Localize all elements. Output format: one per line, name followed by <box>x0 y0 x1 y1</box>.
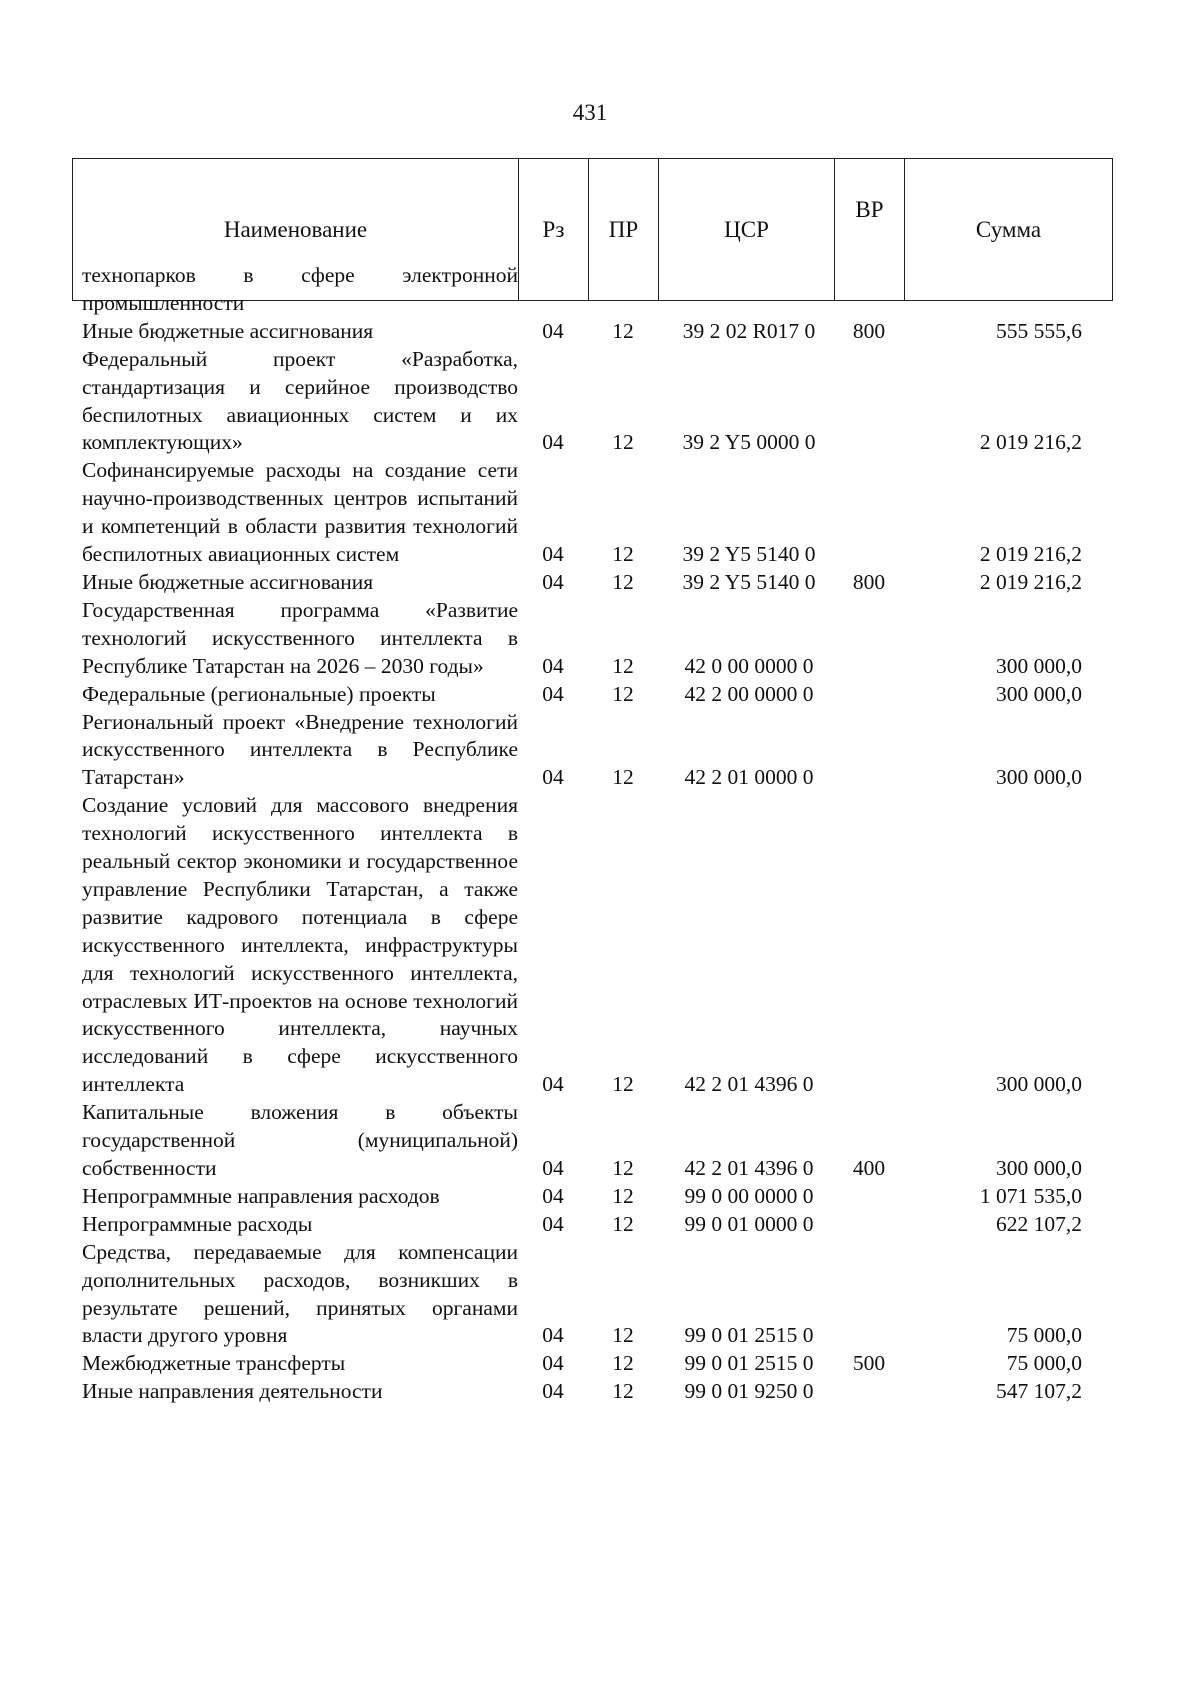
row-pr: 12 <box>612 653 634 678</box>
row-pr: 12 <box>612 765 634 790</box>
table-body <box>72 262 1132 1406</box>
table-row <box>72 709 1132 793</box>
row-rz: 04 <box>542 1183 564 1208</box>
header-csr: ЦСР <box>659 159 835 301</box>
row-pr: 12 <box>612 1156 634 1180</box>
row-name: Иные бюджетные ассигнования <box>82 318 374 343</box>
row-sum: 300 000,0 <box>996 765 1082 790</box>
row-name: Иные направления деятельности <box>82 1379 383 1404</box>
row-sum: 75 000,0 <box>1006 1351 1082 1376</box>
row-sum: 300 000,0 <box>996 681 1082 706</box>
row-pr: 12 <box>612 430 634 455</box>
row-name: Федеральные (региональные) проекты <box>82 681 436 706</box>
row-name: Федеральный проект «Разработка, стандартизация и серийное производство беспилотных авиационных систем и их комплектующих» <box>82 346 518 455</box>
row-vr: 800 <box>852 318 886 343</box>
table-row <box>72 1099 1132 1183</box>
row-rz: 04 <box>542 1211 564 1236</box>
header-pr: ПР <box>589 159 659 301</box>
row-csr: 42 2 01 4396 0 <box>684 1156 814 1180</box>
row-rz: 04 <box>542 542 564 567</box>
row-pr: 12 <box>612 1379 634 1404</box>
header-vr: ВР <box>835 159 905 301</box>
row-rz: 04 <box>542 653 564 678</box>
row-sum: 555 555,6 <box>996 318 1082 343</box>
row-name: Непрограммные направления расходов <box>82 1183 440 1208</box>
row-rz: 04 <box>542 1351 564 1376</box>
header-rz: Рз <box>519 159 589 301</box>
row-vr: 500 <box>852 1351 886 1376</box>
row-name: Создание условий для массового внедрения технологий искусственного интеллекта в реальный сектор экономики и государственное управление Республики Татарстан, а также развитие кадрового потенциала в сфере искусственного интеллекта, инфраструктуры для технологий искусственного интеллекта, отраслевых ИТ-проектов на основе технологий искусственного интеллекта, научных исследований в сфере искусственного интеллекта <box>82 793 518 1097</box>
row-pr: 12 <box>612 681 634 706</box>
row-csr: 42 2 01 4396 0 <box>684 1072 814 1097</box>
row-pr: 12 <box>612 1183 634 1208</box>
row-name: Средства, передаваемые для компенсации дополнительных расходов, возникших в результате решений, принятых органами власти другого уровня <box>82 1239 518 1348</box>
row-sum: 622 107,2 <box>996 1211 1082 1236</box>
row-csr: 99 0 00 0000 0 <box>684 1183 814 1208</box>
row-name: Государственная программа «Развитие технологий искусственного интеллекта в Республике Татарстан на 2026 – 2030 годы» <box>82 597 518 678</box>
row-sum: 300 000,0 <box>996 1072 1082 1097</box>
row-rz: 04 <box>542 430 564 455</box>
row-rz: 04 <box>542 569 564 594</box>
row-pr: 12 <box>612 569 634 594</box>
row-name: Межбюджетные трансферты <box>82 1351 346 1376</box>
row-csr: 39 2 Y5 5140 0 <box>682 542 816 567</box>
table-row <box>72 262 1132 318</box>
row-rz: 04 <box>542 1379 564 1404</box>
row-csr: 99 0 01 9250 0 <box>684 1379 814 1404</box>
row-name: Капитальные вложения в объекты государственной (муниципальной) собственности <box>82 1100 518 1180</box>
table-row <box>72 681 1132 709</box>
row-pr: 12 <box>612 542 634 567</box>
row-rz: 04 <box>542 681 564 706</box>
table-row <box>72 597 1132 681</box>
row-csr: 39 2 Y5 5140 0 <box>682 569 816 594</box>
header-name: Наименование <box>73 159 519 301</box>
header-sum: Сумма <box>905 159 1113 301</box>
row-csr: 99 0 01 2515 0 <box>684 1323 814 1348</box>
row-sum: 2 019 216,2 <box>979 430 1082 455</box>
row-name: Региональный проект «Внедрение технологий искусственного интеллекта в Республике Татарстан» <box>82 709 518 790</box>
row-csr: 39 2 02 R017 0 <box>682 318 816 343</box>
row-sum: 2 019 216,2 <box>979 569 1082 594</box>
table-row <box>72 569 1132 597</box>
row-name: Непрограммные расходы <box>82 1211 313 1236</box>
table-row <box>72 346 1132 458</box>
row-sum: 1 071 535,0 <box>979 1183 1082 1208</box>
row-name: Иные бюджетные ассигнования <box>82 569 374 594</box>
table-row <box>72 1350 1132 1378</box>
row-csr: 99 0 01 2515 0 <box>684 1351 814 1376</box>
table-row <box>72 318 1132 346</box>
row-rz: 04 <box>542 765 564 790</box>
row-pr: 12 <box>612 1351 634 1376</box>
row-sum: 300 000,0 <box>996 1156 1082 1180</box>
row-vr: 800 <box>852 569 886 594</box>
row-sum: 75 000,0 <box>1006 1323 1082 1348</box>
row-csr: 99 0 01 0000 0 <box>684 1211 814 1236</box>
row-pr: 12 <box>612 318 634 343</box>
row-csr: 42 2 00 0000 0 <box>684 681 814 706</box>
row-csr: 42 2 01 0000 0 <box>684 765 814 790</box>
table-row <box>72 1183 1132 1211</box>
row-sum: 300 000,0 <box>996 653 1082 678</box>
page-number: 431 <box>572 100 608 125</box>
row-csr: 42 0 00 0000 0 <box>684 653 814 678</box>
row-pr: 12 <box>612 1323 634 1348</box>
row-csr: 39 2 Y5 0000 0 <box>682 430 816 455</box>
row-rz: 04 <box>542 1323 564 1348</box>
table-row <box>72 792 1132 1099</box>
row-rz: 04 <box>542 1156 564 1180</box>
row-rz: 04 <box>542 318 564 343</box>
table-row <box>72 1378 1132 1406</box>
row-name: Софинансируемые расходы на создание сети научно-производственных центров испытаний и компетенций в области развития технологий беспилотных авиационных систем <box>82 458 518 567</box>
table-row <box>72 1211 1132 1239</box>
row-rz: 04 <box>542 1072 564 1097</box>
table-row <box>72 457 1132 569</box>
row-name: технопарков в сфере электронной промышленности <box>82 263 518 315</box>
row-pr: 12 <box>612 1072 634 1097</box>
row-pr: 12 <box>612 1211 634 1236</box>
row-vr: 400 <box>852 1156 886 1180</box>
row-sum: 547 107,2 <box>996 1379 1082 1404</box>
row-sum: 2 019 216,2 <box>979 542 1082 567</box>
table-row <box>72 1239 1132 1351</box>
